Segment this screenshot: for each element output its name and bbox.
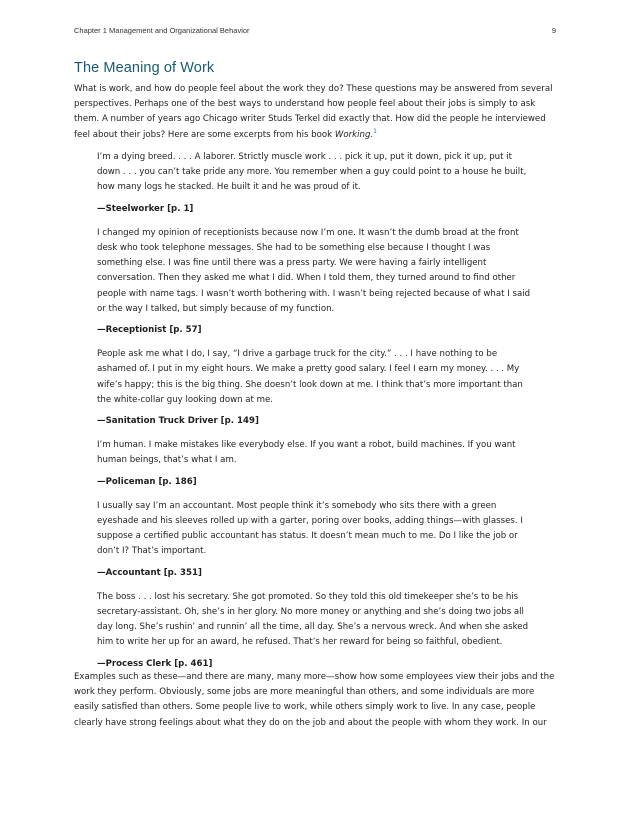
- quote-attribution: —Sanitation Truck Driver [p. 149]: [97, 416, 259, 427]
- intro-paragraph: [74, 82, 558, 143]
- intro-end: .: [370, 129, 374, 140]
- intro-text: What is work, and how do people feel about the work they do? These questions may be answered from several perspectives. Perhaps one of the best ways to understand how people feel about their jobs is simply to ask them. A number of years ago Chicago writer Studs Terkel did exactly that. How did the people he interviewed feel about their jobs? Here are some excerpts from his book: [74, 84, 553, 140]
- quote-text: I’m human. I make mistakes like everybody else. If you want a robot, build machines. If you want human beings, that’s what I am.: [97, 440, 516, 466]
- page-number: 9: [551, 26, 556, 35]
- quote-attribution: —Accountant [p. 351]: [97, 567, 202, 578]
- quote-list: [97, 150, 533, 681]
- quote-attribution: —Steelworker [p. 1]: [97, 203, 194, 214]
- quote-attribution: —Policeman [p. 186]: [97, 476, 197, 487]
- quote-text: People ask me what I do, I say, “I drive a garbage truck for the city.” . . . I have nothing to be ashamed of. I put in my eight hours. We make a pretty good salary. I feel I earn my money. . . . My wife’s happy; this is the big thing. She doesn’t look down at me. I think that’s more important than the white-collar guy looking down at me.: [97, 349, 523, 405]
- quote-text: I’m a dying breed. . . . A laborer. Strictly muscle work . . . pick it up, put it down, pick it up, put it down . . . you can’t take pride any more. You remember when a guy could point to a house he built, how many logs he stacked. He built it and he was proud of it.: [97, 152, 527, 193]
- quote-attribution: —Process Clerk [p. 461]: [97, 658, 213, 669]
- quote-block: [97, 226, 533, 338]
- footnote-ref-link[interactable]: 1: [373, 127, 377, 135]
- running-header: [74, 26, 556, 35]
- book-title: Working: [334, 129, 371, 140]
- quote-block: [97, 438, 533, 490]
- quote-text: The boss . . . lost his secretary. She got promoted. So they told this old timekeeper she’s to be his secretary-assistant. Oh, she’s in her glory. No more money or anything and she’s doing two jobs all day long. She’s rushin’ and runnin’ all the time, all day. She’s a nervous wreck. And when she asked him to write her up for an award, he refused. That’s her reward for being so faithful, obedient.: [97, 591, 529, 648]
- section-title: The Meaning of Work: [74, 60, 215, 76]
- quote-text: I changed my opinion of receptionists because now I’m one. It wasn’t the dumb broad at the front desk who took telephone messages. She had to be something else because I thought I was something else. I was fine until there was a press party. We were having a fairly intelligent conversation. Then they asked me what I did. When I told them, they turned around to find other people with name tags. I wasn’t worth bothering with. I wasn’t being rejected because of what I said or the way I talked, but simply because of my function.: [97, 227, 531, 314]
- quote-attribution: —Receptionist [p. 57]: [97, 325, 202, 336]
- quote-block: [97, 347, 533, 429]
- quote-text: I usually say I’m an accountant. Most people think it’s somebody who sits there with a green eyeshade and his sleeves rolled up with a garter, poring over books, adding things—with glasses. I suppose a certified public accountant has status. It doesn’t mean much to me. Do I like the job or don’t I? That’s important.: [97, 500, 523, 557]
- closing-paragraph: Examples such as these—and there are many, many more—show how some employees view their jobs and the work they perform. Obviously, some jobs are more meaningful than others, and some individuals are more easily satisfied than others. Some people live to work, while others simply work to live. In any case, people clearly have strong feelings about what they do on the job and about the people with whom they work. In our: [74, 672, 555, 728]
- quote-block: [97, 590, 533, 672]
- quote-block: [97, 150, 533, 217]
- quote-block: [97, 499, 533, 581]
- running-title: Chapter 1 Management and Organizational Behavior: [74, 26, 250, 35]
